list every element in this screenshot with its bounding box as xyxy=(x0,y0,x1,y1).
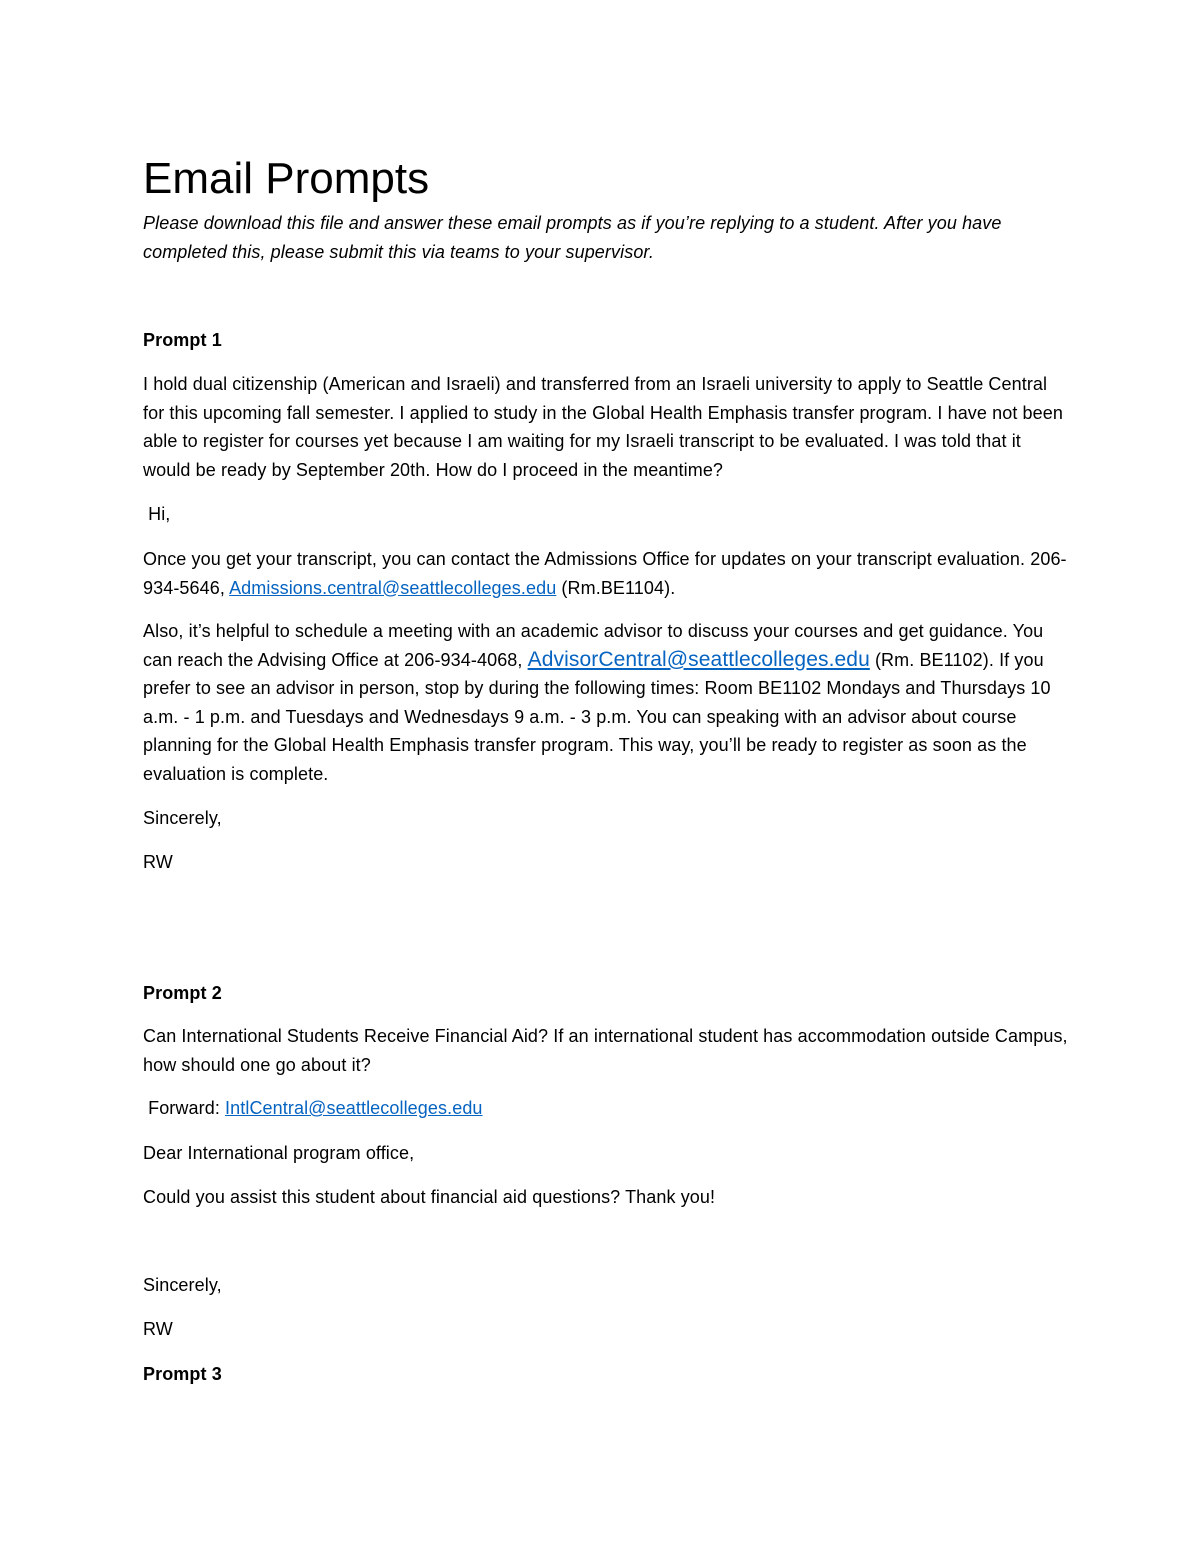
prompt-2-question: Can International Students Receive Financial Aid? If an international student has accommodation outside Campus, how should one go about it? xyxy=(143,1026,1068,1075)
prompt-1-question: I hold dual citizenship (American and Israeli) and transferred from an Israeli university to apply to Seattle Central for this upcoming fall semester. I applied to study in the Global Health Emphasis transfer program. I have not been able to register for courses yet because I am waiting for my Israeli transcript to be evaluated. I was told that it would be ready by September 20th. How do I proceed in the meantime? xyxy=(143,374,1063,480)
prompt-1-signature: RW xyxy=(143,852,173,872)
prompt-1-closing: Sincerely, xyxy=(143,808,222,828)
advisor-email-link[interactable]: AdvisorCentral@seattlecolleges.edu xyxy=(527,647,870,671)
paragraph-1-room: (Rm.BE1104). xyxy=(556,577,676,598)
prompt-1-paragraph-1 xyxy=(143,545,1073,602)
intl-email-link[interactable]: IntlCentral@seattlecolleges.edu xyxy=(225,1098,483,1118)
prompt-2-forward xyxy=(143,1094,1073,1123)
prompt-1-heading: Prompt 1 xyxy=(143,330,222,350)
prompt-1-paragraph-2 xyxy=(143,617,1073,788)
prompt-2-salutation: Dear International program office, xyxy=(143,1143,415,1163)
page-title: Email Prompts xyxy=(143,154,430,203)
forward-label: Forward: xyxy=(143,1098,226,1118)
instructions: Please download this file and answer these email prompts as if you’re replying to a student. After you have completed this, please submit this via teams to your supervisor. xyxy=(143,213,1002,262)
prompt-1-greeting: Hi, xyxy=(143,504,171,524)
prompt-2-closing: Sincerely, xyxy=(143,1275,222,1295)
paragraph-2-tail: (Rm. BE1102). If you prefer to see an advisor in person, stop by during the following times: Room BE1102 Mondays and Thursdays 10 a.m. - 1 p.m. and Tuesdays and Wednesdays 9 a.m. - 3 p.m. You can speaking with an advisor about course planning for the Global Health Emphasis transfer program. This way, you’ll be ready to register as soon as the evaluation is complete. xyxy=(143,649,1051,784)
admissions-email-link[interactable]: Admissions.central@seattlecolleges.edu xyxy=(229,577,557,598)
prompt-2-heading: Prompt 2 xyxy=(143,983,222,1003)
prompt-3-heading: Prompt 3 xyxy=(143,1364,222,1384)
prompt-2-body: Could you assist this student about financial aid questions? Thank you! xyxy=(143,1187,716,1207)
paragraph-1-text: Once you get your transcript, you can contact the Admissions Office for updates on your transcript evaluation. 206-934-5646, xyxy=(143,549,1067,598)
prompt-2-signature: RW xyxy=(143,1319,173,1339)
paragraph-2-text: Also, it’s helpful to schedule a meeting with an academic advisor to discuss your courses and get guidance. You can reach the Advising Office at 206-934-4068, xyxy=(143,621,1044,670)
